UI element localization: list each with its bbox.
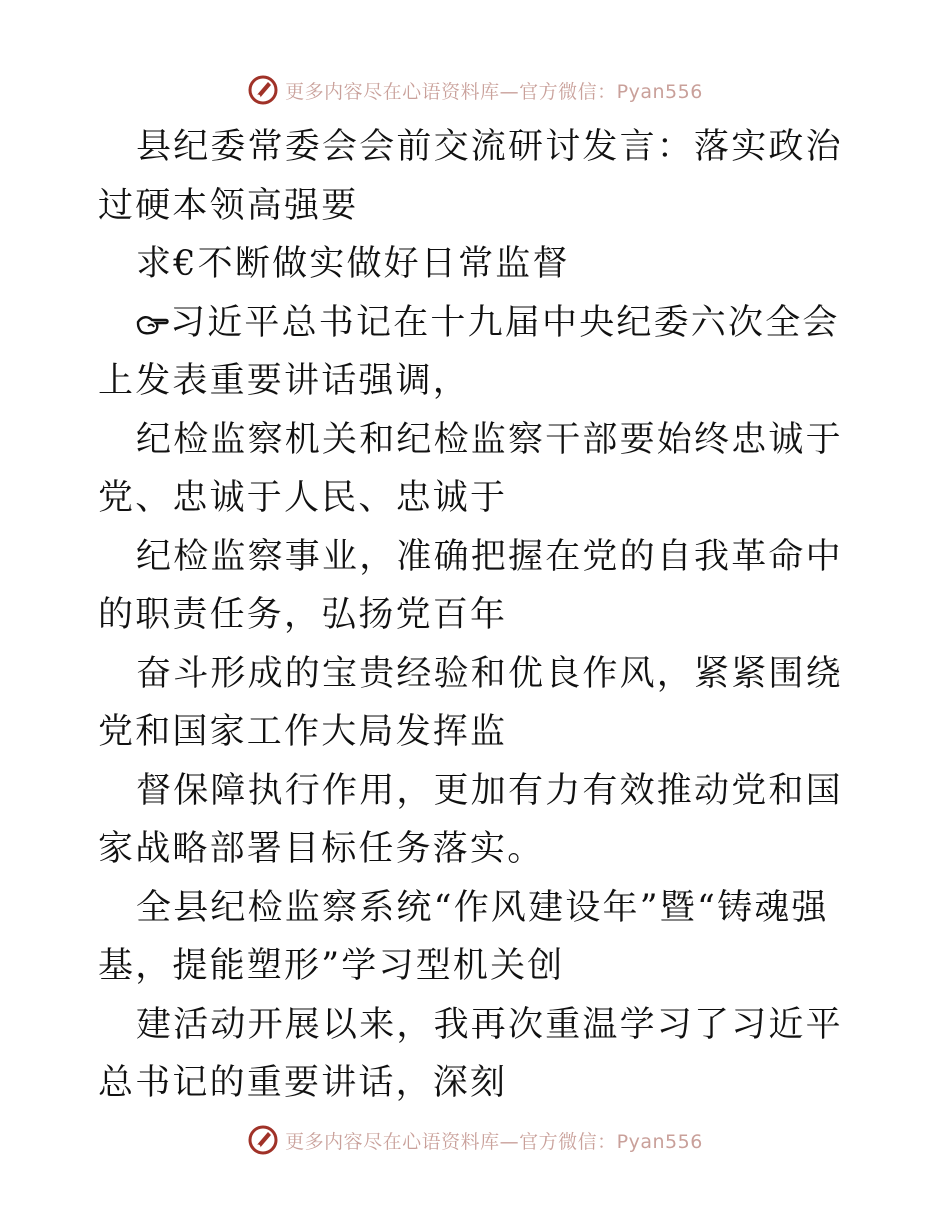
- watermark-text: 更多内容尽在心语资料库—官方微信：Pyan556: [285, 1130, 703, 1153]
- paragraph: [98, 294, 858, 411]
- footer-watermark: [0, 1120, 950, 1160]
- watermark-text: 更多内容尽在心语资料库—官方微信：Pyan556: [285, 80, 703, 103]
- hand-point-icon: [136, 308, 170, 338]
- document-body: [98, 118, 858, 1113]
- header-watermark: [0, 70, 950, 110]
- paragraph-title: 县纪委常委会会前交流研讨发言：落实政治过硬本领高强要: [98, 127, 843, 226]
- paragraph: 纪检监察事业，准确把握在党的自我革命中的职责任务，弘扬党百年: [98, 536, 843, 635]
- paragraph: 纪检监察机关和纪检监察干部要始终忠诚于党、忠诚于人民、忠诚于: [98, 419, 843, 518]
- paragraph: 全县纪检监察系统“作风建设年”暨“铸魂强基，提能塑形”学习型机关创: [98, 887, 829, 986]
- watermark-logo-icon: [247, 74, 279, 106]
- watermark-logo-icon: [247, 1124, 279, 1156]
- paragraph: 督保障执行作用，更加有力有效推动党和国家战略部署目标任务落实。: [98, 770, 843, 869]
- paragraph-text: 习近平总书记在十九届中央纪委六次全会上发表重要讲话强调，: [98, 302, 840, 401]
- paragraph: 求€不断做实做好日常监督: [136, 244, 570, 284]
- paragraph: 建活动开展以来，我再次重温学习了习近平总书记的重要讲话，深刻: [98, 1004, 843, 1103]
- paragraph: 奋斗形成的宝贵经验和优良作风，紧紧围绕党和国家工作大局发挥监: [98, 653, 843, 752]
